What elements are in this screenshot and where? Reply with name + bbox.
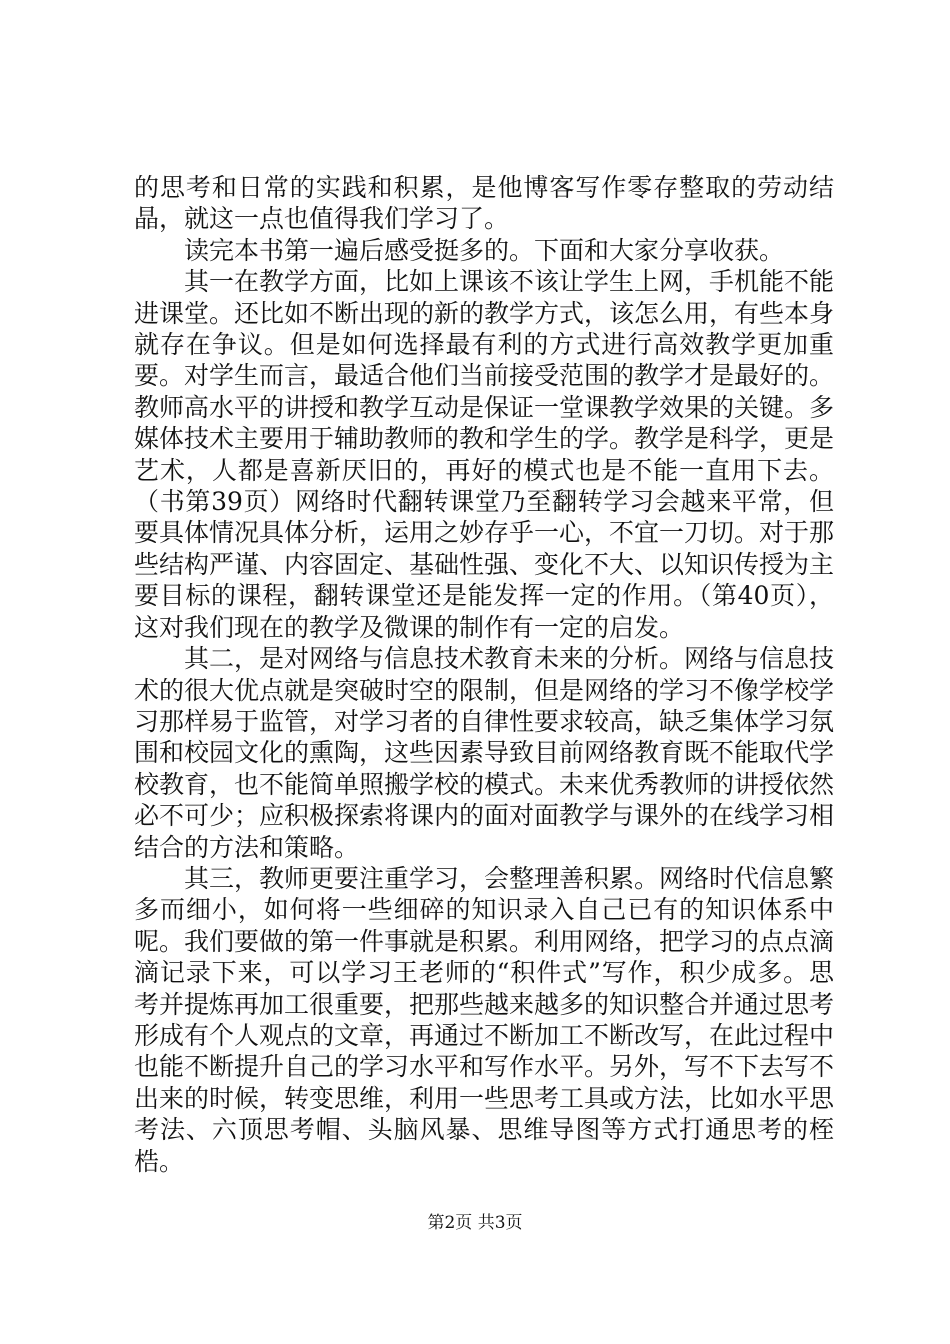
paragraph-continuation: 的思考和日常的实践和积累，是他博客写作零存整取的劳动结晶，就这一点也值得我们学习了。 (134, 173, 834, 234)
paragraph-second-point: 其二，是对网络与信息技术教育未来的分析。网络与信息技术的很大优点就是突破时空的限制，但是网络的学习不像学校学习那样易于监管，对学习者的自律性要求较高，缺乏集体学习氛围和校园文化的熏陶，这些因素导致目前网络教育既不能取代学校教育，也不能简单照搬学校的模式。未来优秀教师的讲授依然必不可少；应积极探索将课内的面对面教学与课外的在线学习相结合的方法和策略。 (134, 644, 835, 862)
paragraph-first-point: 其一在教学方面，比如上课该不该让学生上网，手机能不能进课堂。还比如不断出现的新的教学方式，该怎么用，有些本身就存在争议。但是如何选择最有利的方式进行高效教学更加重要。对学生而言，最适合他们当前接受范围的教学才是最好的。教师高水平的讲授和教学互动是保证一堂课教学效果的关键。多媒体技术主要用于辅助教师的教和学生的学。教学是科学，更是艺术，人都是喜新厌旧的，再好的模式也是不能一直用下去。（书第39页）网络时代翻转课堂乃至翻转学习会越来平常，但要具体情况具体分析，运用之妙存乎一心，不宜一刀切。对于那些结构严谨、内容固定、基础性强、变化不大、以知识传授为主要目标的课程，翻转课堂还是能发挥一定的作用。（第40页），这对我们现在的教学及微课的制作有一定的启发。 (134, 267, 835, 642)
paragraph-intro: 读完本书第一遍后感受挺多的。下面和大家分享收获。 (184, 235, 785, 265)
document-body (134, 172, 834, 1177)
paragraph-third-point: 其三，教师更要注重学习，会整理善积累。网络时代信息繁多而细小，如何将一些细碎的知识录入自己已有的知识体系中呢。我们要做的第一件事就是积累。利用网络，把学习的点点滴滴记录下来，可以学习王老师的“积件式”写作，积少成多。思考并提炼再加工很重要，把那些越来越多的知识整合并通过思考形成有个人观点的文章，再通过不断加工不断改写，在此过程中也能不断提升自己的学习水平和写作水平。另外，写不下去写不出来的时候，转变思维，利用一些思考工具或方法，比如水平思考法、六顶思考帽、头脑风暴、思维导图等方式打通思考的桎梏。 (134, 863, 835, 1176)
page-number-footer: 第2页 共3页 (427, 1213, 523, 1233)
